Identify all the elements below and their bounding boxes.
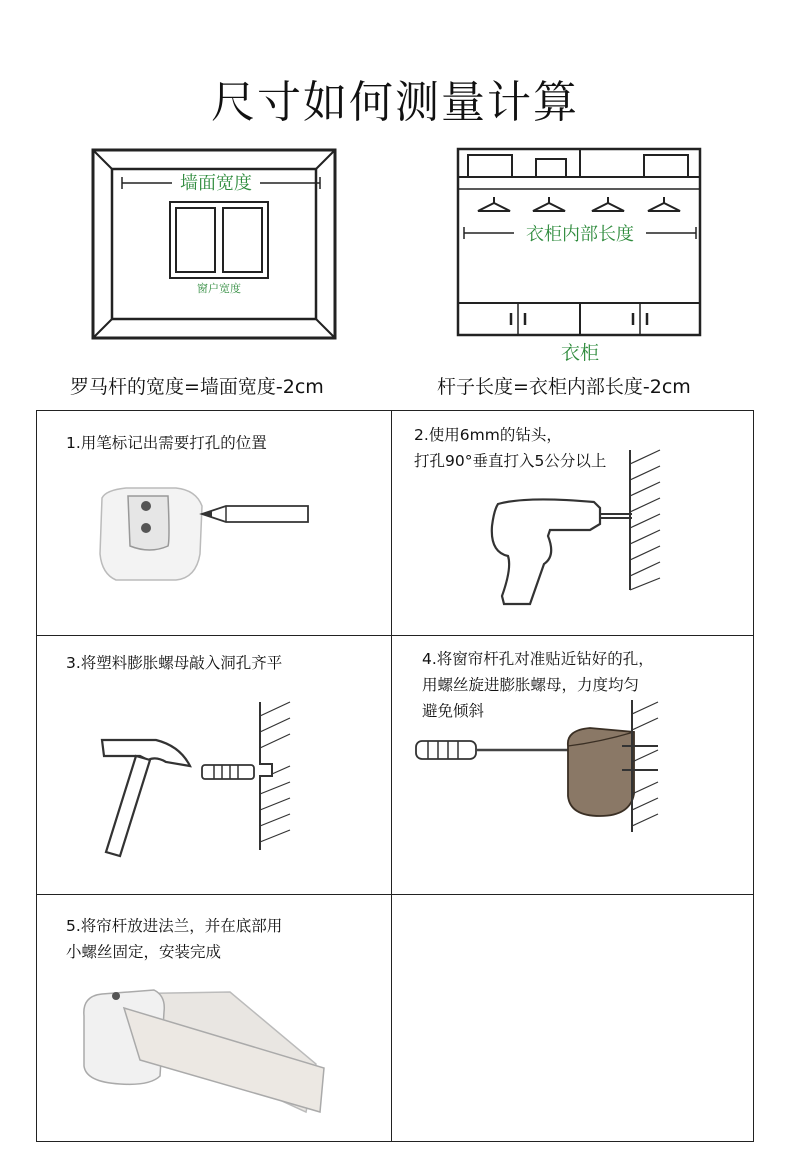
hanger-icons [478, 197, 680, 211]
drill-icon [486, 496, 634, 610]
wall-hatch-icon [258, 702, 292, 850]
screwdriver-icon [414, 738, 574, 762]
wall-hatch-icon [628, 450, 662, 590]
flange-bracket-icon [96, 484, 206, 584]
wall-width-label: 墙面宽度 [180, 173, 252, 194]
inner-length-label: 衣柜内部长度 [526, 224, 634, 245]
step-2-text: 2.使用6mm的钻头， 打孔90°垂直打入5公分以上 [414, 426, 607, 470]
step-3-text: 3.将塑料膨胀螺母敲入洞孔齐平 [66, 654, 283, 672]
bracket-icon [560, 724, 640, 820]
rod-in-bracket-icon [80, 976, 330, 1116]
step-4-text: 4.将窗帘杆孔对准贴近钻好的孔， 用螺丝旋进膨胀螺母，力度均匀 避免倾斜 [422, 650, 654, 720]
pencil-icon [200, 500, 312, 528]
window-caption: 罗马杆的宽度=墙面宽度-2cm [70, 376, 324, 398]
hammer-icon [100, 736, 192, 860]
anchor-plug-icon [200, 762, 260, 782]
wardrobe-measure-diagram [456, 147, 704, 362]
wardrobe-caption: 杆子长度=衣柜内部长度-2cm [437, 376, 691, 398]
step-5-text: 5.将帘杆放进法兰，并在底部用 小螺丝固定，安装完成 [66, 917, 283, 961]
page-title: 尺寸如何测量计算 [211, 77, 579, 128]
step-1-text: 1.用笔标记出需要打孔的位置 [66, 434, 267, 452]
window-width-label: 窗户宽度 [197, 282, 241, 295]
wardrobe-label: 衣柜 [560, 342, 600, 364]
window-icon [170, 202, 268, 278]
wall-hatch-icon [630, 700, 660, 832]
window-measure-diagram [90, 147, 340, 343]
